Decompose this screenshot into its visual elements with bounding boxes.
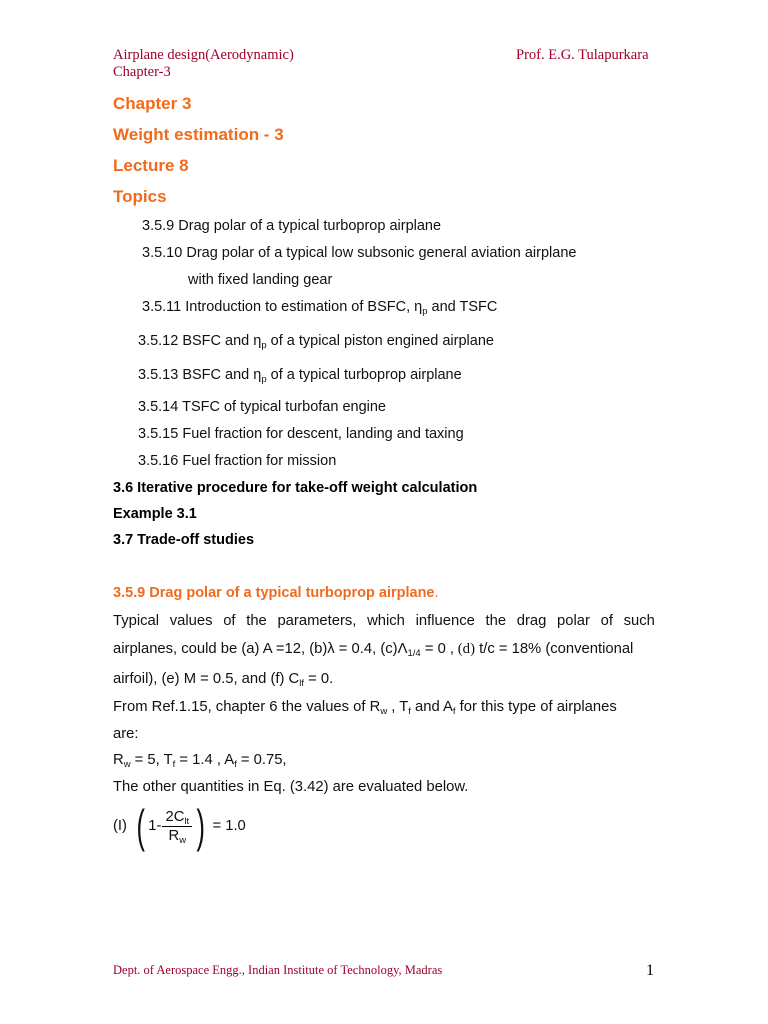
page-number: 1 xyxy=(646,962,654,979)
topic-3-6: 3.6 Iterative procedure for take-off weight calculation xyxy=(113,480,478,496)
eq-label: (I) xyxy=(113,818,127,834)
topic-example-3-1: Example 3.1 xyxy=(113,506,197,522)
left-paren-glyph: ( xyxy=(136,800,145,852)
parameter-values: $R_w = 5$, $T_f = 1.4$ , $A_f = 0.75$, xyxy=(113,752,287,770)
title-heading: Weight estimation - 3 xyxy=(113,125,284,144)
topic-3-5-12: 3.5.12 BSFC and $\eta_p$ of a typical piston engined airplane xyxy=(138,333,494,351)
eq-one: 1- xyxy=(148,818,162,834)
chapter-heading: Chapter 3 xyxy=(113,94,192,113)
right-paren-glyph: ) xyxy=(196,800,206,852)
topic-3-5-10-cont: with fixed landing gear xyxy=(188,272,333,288)
header-author: Prof. E.G. Tulapurkara xyxy=(516,47,649,63)
topic-3-5-9: 3.5.9 Drag polar of a typical turboprop airplane xyxy=(142,218,442,234)
eq-result: = 1.0 xyxy=(212,818,246,834)
header-course: Airplane design(Aerodynamic) xyxy=(113,47,294,63)
topic-3-5-16: 3.5.16 Fuel fraction for mission xyxy=(138,453,337,469)
equation-1 xyxy=(113,800,246,852)
topic-3-5-10: 3.5.10 Drag polar of a typical low subsonic general aviation airplane xyxy=(142,245,577,261)
para1-line3: airfoil), (e) M = 0.5, and (f) $C_{lf} = 0$. xyxy=(113,671,334,689)
section-heading: 3.5.9 Drag polar of a typical turboprop airplane. xyxy=(113,585,439,601)
topic-3-5-15: 3.5.15 Fuel fraction for descent, landing and taxing xyxy=(138,426,464,442)
para1-line2: airplanes, could be (a) A =12, (b)λ = 0.4, $(c)\Lambda_{1/4} = 0$ , (d) t/c = 18% (conventional xyxy=(113,641,634,659)
header-chapter: Chapter-3 xyxy=(113,64,171,80)
topic-3-7: 3.7 Trade-off studies xyxy=(113,532,255,548)
para2-line1: From Ref.1.15, chapter 6 the values of $R_w$ , $T_f$ and $A_f$ for this type of airplanes xyxy=(113,699,617,717)
topics-heading: Topics xyxy=(113,187,167,206)
lecture-heading: Lecture 8 xyxy=(113,156,189,175)
para3: The other quantities in Eq. (3.42) are evaluated below. xyxy=(113,779,469,795)
footer-dept: Dept. of Aerospace Engg., Indian Institute of Technology, Madras xyxy=(113,963,443,977)
eq-fraction: $\frac{2C_{lt}}{R_w}$ xyxy=(162,809,192,844)
para2-line2: are: xyxy=(113,726,139,742)
topic-3-5-11: 3.5.11 Introduction to estimation of BSFC, $\eta_p$ and TSFC xyxy=(142,299,498,317)
para1-line1: Typical values of the parameters, which influence the drag polar of such xyxy=(113,613,655,629)
topic-3-5-13: 3.5.13 BSFC and $\eta_p$ of a typical turboprop airplane xyxy=(138,367,462,385)
topic-3-5-14: 3.5.14 TSFC of typical turbofan engine xyxy=(138,399,386,415)
